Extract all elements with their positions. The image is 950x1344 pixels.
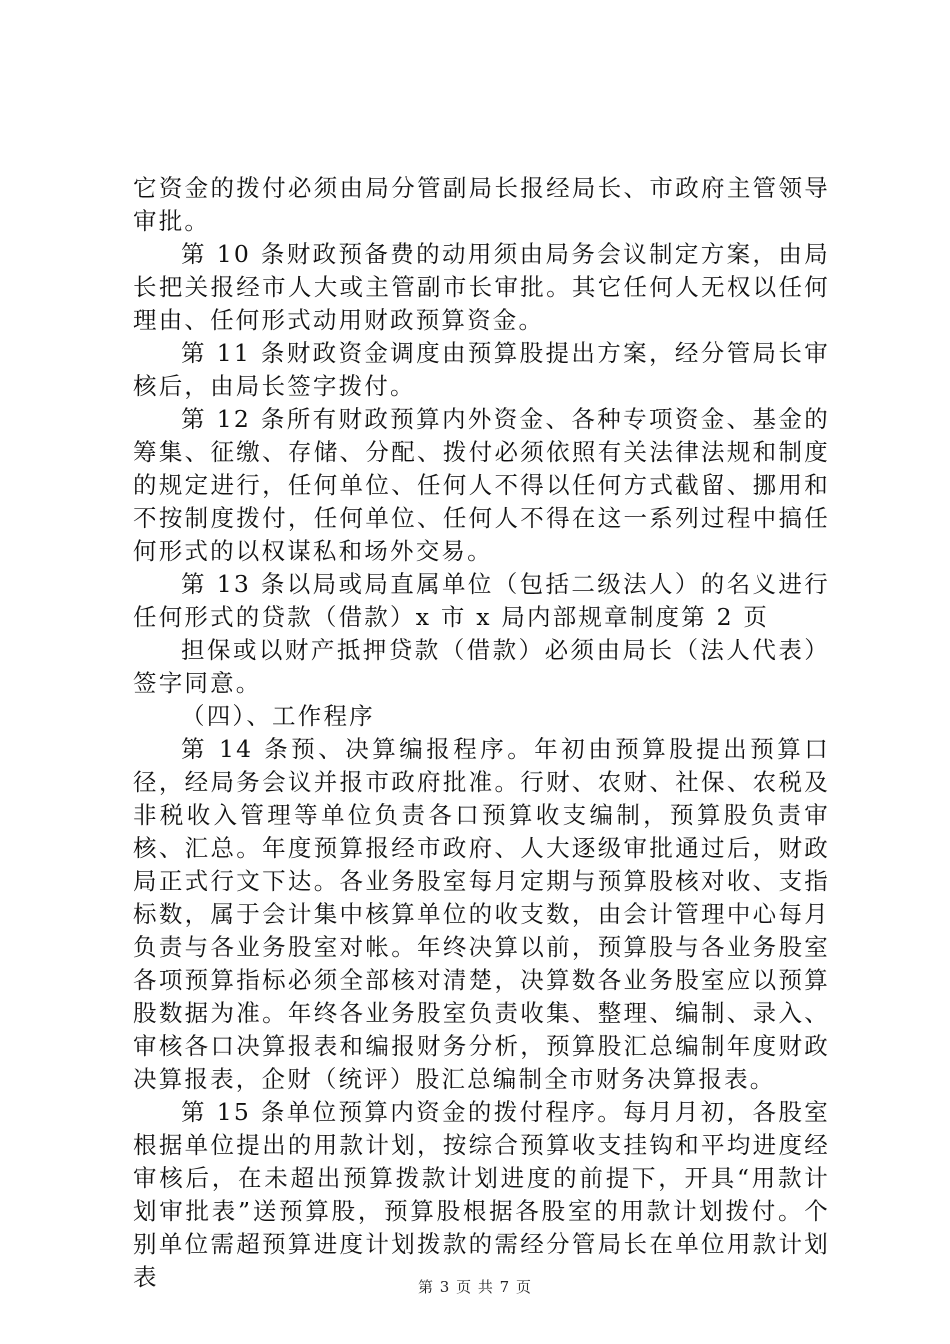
paragraph-article-13: 第 13 条以局或局直属单位（包括二级法人）的名义进行任何形式的贷款（借款）x 市 x 局内部规章制度第 2 页: [133, 570, 830, 631]
paragraph-article-14: 第 14 条预、决算编报程序。年初由预算股提出预算口径，经局务会议并报市政府批准。行财、农财、社保、农税及非税收入管理等单位负责各口预算收支编制，预算股负责审核、汇总。年度预算报经市政府、人大逐级审批通过后，财政局正式行文下达。各业务股室每月定期与预算股核对收、支指标数，属于会计集中核算单位的收支数，由会计管理中心每月负责与各业务股室对帐。年终决算以前，预算股与各业务股室各项预算指标必须全部核对清楚，决算数各业务股室应以预算股数据为准。年终各业务股室负责收集、整理、编制、录入、审核各口决算报表和编报财务分析，预算股汇总编制年度财政决算报表，企财（统评）股汇总编制全市财务决算报表。: [133, 735, 830, 1093]
page-number-footer: 第 3 页 共 7 页: [418, 1278, 532, 1296]
paragraph-article-11: 第 11 条财政资金调度由预算股提出方案，经分管局长审核后，由局长签字拨付。: [133, 339, 830, 400]
section-heading-work-procedure: （四）、工作程序: [181, 702, 375, 730]
paragraph-article-13-continued: 担保或以财产抵押贷款（借款）必须由局长（法人代表）签字同意。: [133, 636, 830, 697]
paragraph-continuation: 它资金的拨付必须由局分管副局长报经局长、市政府主管领导审批。: [133, 174, 830, 235]
paragraph-article-10: 第 10 条财政预备费的动用须由局务会议制定方案，由局长把关报经市人大或主管副市长审批。其它任何人无权以任何理由、任何形式动用财政预算资金。: [133, 240, 830, 334]
document-body: [133, 172, 830, 1294]
paragraph-article-15: 第 15 条单位预算内资金的拨付程序。每月月初，各股室根据单位提出的用款计划，按综合预算收支挂钩和平均进度经审核后，在未超出预算拨款计划进度的前提下，开具“用款计划审批表”送预算股，预算股根据各股室的用款计划拨付。个别单位需超预算进度计划拨款的需经分管局长在单位用款计划表: [133, 1098, 830, 1291]
paragraph-article-12: 第 12 条所有财政预算内外资金、各种专项资金、基金的筹集、征缴、存储、分配、拨付必须依照有关法律法规和制度的规定进行，任何单位、任何人不得以任何方式截留、挪用和不按制度拨付，任何单位、任何人不得在这一系列过程中搞任何形式的以权谋私和场外交易。: [133, 405, 830, 565]
